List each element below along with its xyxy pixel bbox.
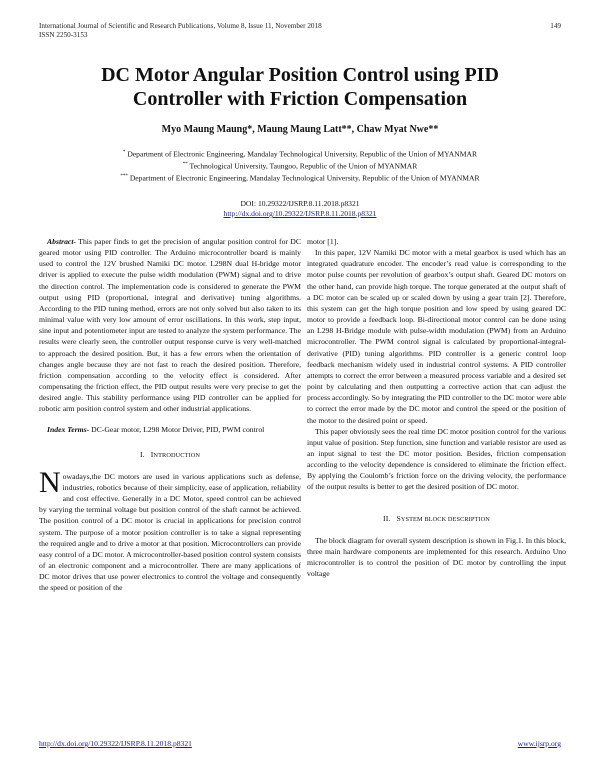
- affiliations: [40, 148, 560, 184]
- title-line-2: Controller with Friction Compensation: [132, 88, 468, 110]
- paragraph-block-diagram: The block diagram for overall system description is shown in Fig.1. In this block, three main hardware components are implemented for this research. Arduino Uno microcontroller is to control the position of DC motor by controlling the input voltage: [307, 535, 566, 579]
- right-column: [307, 236, 566, 579]
- paragraph-realtime: This paper obviously sees the real time DC motor position control for the various input value of position. Step function, sine function and variable resistor are used as an input signal to test the DC motor position. Besides, friction compensation according to the velocity dependence is considered to eliminate the friction effect. By applying the Coulomb’s friction force on the driving velocity, the performance of the output results is better to get the desired position of DC motor.: [307, 426, 566, 492]
- section-heading-introduction: I. INTRODUCTION: [139, 449, 200, 459]
- abstract-text: This paper finds to get the precision of angular position control for DC geared motor using PID controller. The Arduino microcontroller board is mainly used to control the 12V brushed Namiki DC motor. L298N dual H-bridge motor driver is applied to execute the pulse width modulation (PWM) signal and to drive the direction control. The implementation code is considered to generate the PWM output using PID (proportional, integral and derivative) tuning algorithms. According to the PID tuning method, errors are not only solved but also taken to its minimal value with very low amount of error oscillations. In this work, step input, sine input and potentiometer input are tested to analyze the system performance. The results were clearly seen, the controller output response curve is very well-matched to approach the desired position. But, it has a few errors when the orientation of changes angle because they are not fast to reach the desired position. Therefore, friction compensation according to the velocity effect is considered. After compensating the friction effect, the PID output results were very precise to get the desired angle. This stability performance using PID controller can be applied for robotic arm position control system and other industrial applications.: [39, 237, 301, 414]
- introduction-text: owadays,the DC motors are used in various applications such as defense, industries, robotics because of their simplicity, ease of application, reliability and cost effective. Generally in a DC Motor, speed control can be achieved by varying the terminal voltage but position control of the shaft cannot be achieved. The position control of a DC motor is crucial in applications for precision control system. The purpose of a motor position controller is to take a signal representing the required angle and to drive a motor at that position. Microcontrollers can provide easy control of a DC motor. A microcontroller-based position control system consists of an electronic component and a microcontroller. There are many applications of DC motor drives that use power electronics to control the voltage and consequently the speed or position of the: [39, 471, 301, 593]
- index-terms-label: Index Terms-: [47, 424, 90, 434]
- index-terms-text: DC-Gear motor, L298 Motor Driver, PID, PWM control: [89, 424, 265, 434]
- running-header: [39, 22, 322, 40]
- footer-doi-link[interactable]: http://dx.doi.org/10.29322/IJSRP.8.11.2018.p8321: [39, 739, 192, 748]
- affiliation-1: * Department of Electronic Engineering, Mandalay Technological University, Republic of the Union of MYANMAR: [122, 149, 478, 159]
- page-footer: [39, 739, 561, 748]
- issn: ISSN 2250-3153: [39, 31, 88, 39]
- footer-site-link[interactable]: www.ijsrp.org: [517, 739, 561, 748]
- page-number: 149: [550, 22, 561, 30]
- paper-title: [40, 63, 560, 111]
- affiliation-2: ** Technological University, Taungoo, Republic of the Union of MYANMAR: [182, 161, 418, 171]
- introduction-paragraph: [39, 465, 301, 594]
- paragraph-continuation: motor [1].: [307, 237, 339, 246]
- section-heading-system-block: II. SYSTEM BLOCK DESCRIPTION: [383, 513, 490, 523]
- affiliation-3: *** Department of Electronic Engineering, Mandalay Technological University, Republic of the Union of MYANMAR: [120, 173, 480, 183]
- abstract-label: Abstract-: [47, 237, 77, 246]
- journal-name: International Journal of Scientific and Research Publications, Volume 8, Issue 11, November 2018: [39, 22, 322, 30]
- doi-link[interactable]: http://dx.doi.org/10.29322/IJSRP.8.11.2018.p8321: [223, 209, 377, 218]
- title-line-1: DC Motor Angular Position Control using PID: [101, 64, 499, 86]
- paragraph-motor: In this paper, 12V Namiki DC motor with a metal gearbox is used which has an integrated quadrature encoder. The encoder’s read value is corresponding to the motor pulse counts per revolution of gearbox’s output shaft. Geared DC motors on the other hand, can provide high torque. The torque generated at the output shaft of a DC motor can be scaled up or scaled down by using a gear train [2]. Therefore, this system can get the high torque position and low speed by using geared DC motor to provide a feedback loop. Bi-directional motor control can be done using an L298 H-Bridge module with pulse-width modulation (PWM) from an Arduino microcontroller. The PWM control signal is calculated by proportional-integral-derivative (PID) tuning algorithms. PID controller is a generic control loop feedback mechanism widely used in industrial control systems. A PID controller attempts to correct the error between a measured process variable and a desired set point by calculating and then outputting a corrective action that can adjust the process accordingly. So by integrating the PID controller to the DC motor were able to correct the error made by the DC motor and control the speed or the position of the motor to the desired point or speed.: [307, 248, 566, 425]
- drop-cap: N: [39, 465, 61, 499]
- doi-block: [40, 199, 560, 219]
- doi-text: DOI: 10.29322/IJSRP.8.11.2018.p8321: [240, 199, 360, 208]
- index-terms: [39, 424, 301, 435]
- abstract: [39, 236, 301, 415]
- left-column: [39, 236, 301, 594]
- authors: Myo Maung Maung*, Maung Maung Latt**, Chaw Myat Nwe**: [161, 124, 439, 135]
